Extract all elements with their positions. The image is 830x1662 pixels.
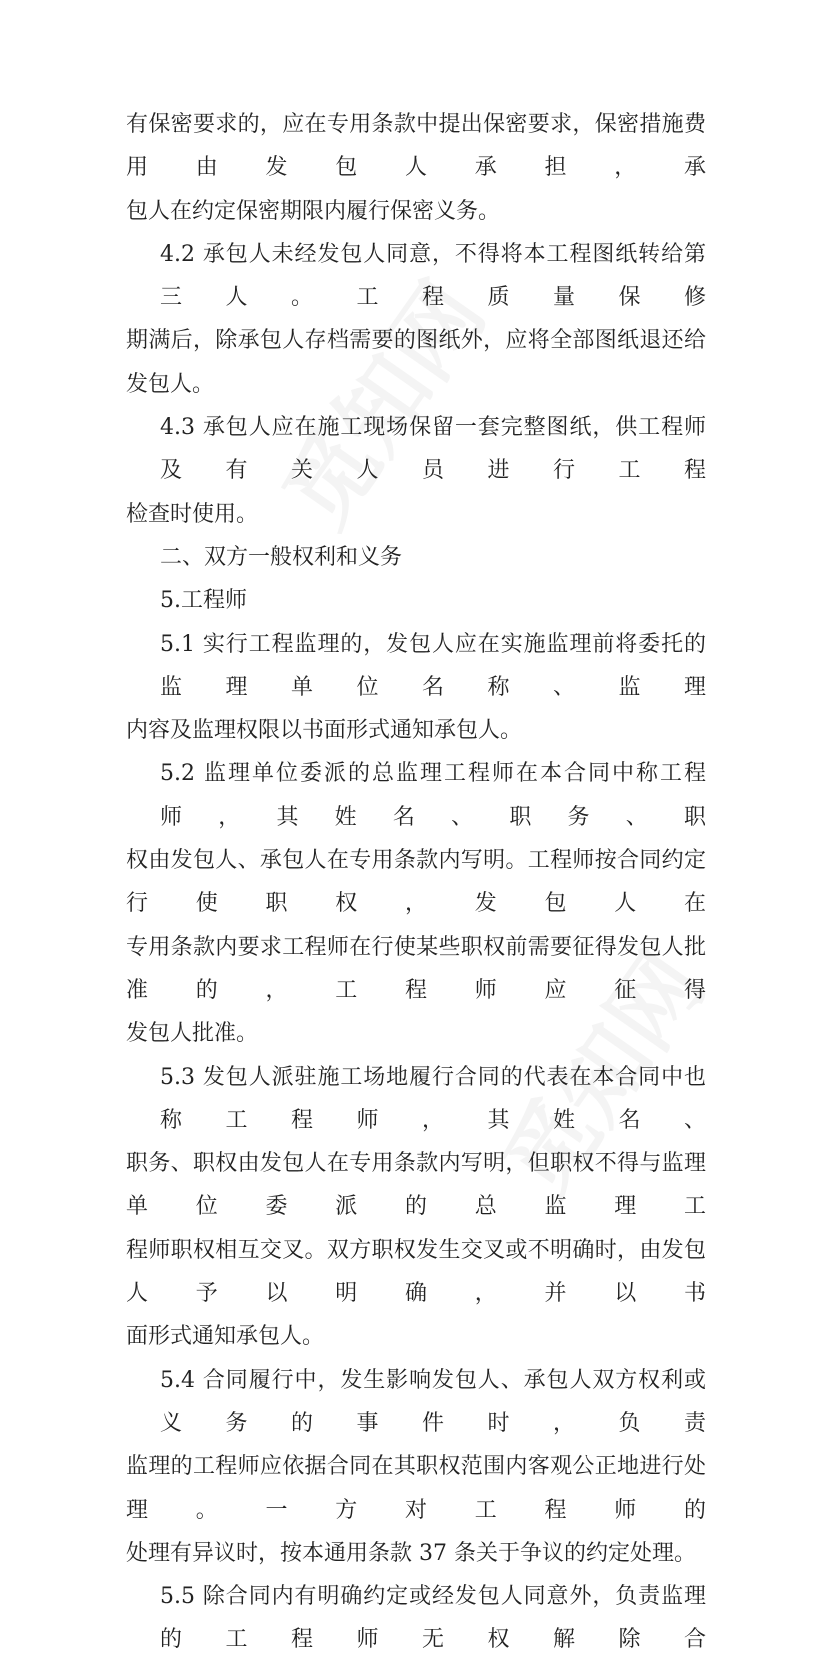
text-line: 5.3 发包人派驻施工场地履行合同的代表在本合同中也称工程师，其姓名、	[160, 1064, 706, 1133]
text-line: 有保密要求的，应在专用条款中提出保密要求，保密措施费用由发包人承担，承	[126, 112, 706, 181]
text-line: 面形式通知承包人。	[126, 1324, 325, 1350]
paragraph	[126, 1359, 706, 1575]
text-line: 5.2 监理单位委派的总监理工程师在本合同中称工程师，其姓名、职务、职	[160, 761, 706, 830]
text-line: 职务、职权由发包人在专用条款内写明，但职权不得与监理单位委派的总监理工	[126, 1151, 706, 1220]
text-line: 专用条款内要求工程师在行使某些职权前需要征得发包人批准的，工程师应征得	[126, 934, 706, 1003]
paragraph	[126, 623, 706, 753]
paragraph	[126, 1575, 706, 1662]
paragraph	[126, 233, 706, 406]
paragraph	[126, 1056, 706, 1359]
text-line: 5.工程师	[160, 588, 247, 614]
paragraph	[126, 406, 706, 536]
text-line: 5.5 除合同内有明确约定或经发包人同意外，负责监理的工程师无权解除合	[160, 1584, 706, 1653]
text-line: 5.1 实行工程监理的，发包人应在实施监理前将委托的监理单位名称、监理	[160, 631, 706, 700]
text-line: 4.2 承包人未经发包人同意，不得将本工程图纸转给第三人。工程质量保修	[160, 241, 706, 311]
paragraph	[126, 579, 706, 622]
text-line: 4.3 承包人应在施工现场保留一套完整图纸，供工程师及有关人员进行工程	[160, 415, 706, 484]
document-page	[126, 103, 706, 1662]
paragraph	[126, 752, 706, 1055]
text-line: 5.4 合同履行中，发生影响发包人、承包人双方权利或义务的事件时，负责	[160, 1367, 706, 1436]
text-line: 内容及监理权限以书面形式通知承包人。	[126, 718, 523, 744]
text-line: 监理的工程师应依据合同在其职权范围内客观公正地进行处理。一方对工程师的	[126, 1454, 706, 1523]
paragraph	[126, 103, 706, 233]
text-line: 包人在约定保密期限内履行保密义务。	[126, 198, 501, 224]
text-line: 程师职权相互交叉。双方职权发生交叉或不明确时，由发包人予以明确，并以书	[126, 1237, 706, 1307]
paragraph	[126, 536, 706, 579]
text-line: 权由发包人、承包人在专用条款内写明。工程师按合同约定行使职权，发包人在	[126, 848, 706, 917]
text-line: 处理有异议时，按本通用条款 37 条关于争议的约定处理。	[126, 1540, 696, 1566]
text-line: 检查时使用。	[126, 501, 259, 527]
text-line: 二、双方一般权利和义务	[160, 544, 403, 570]
text-line: 发包人批准。	[126, 1021, 259, 1047]
text-line: 期满后，除承包人存档需要的图纸外，应将全部图纸退还给发包人。	[126, 328, 706, 397]
